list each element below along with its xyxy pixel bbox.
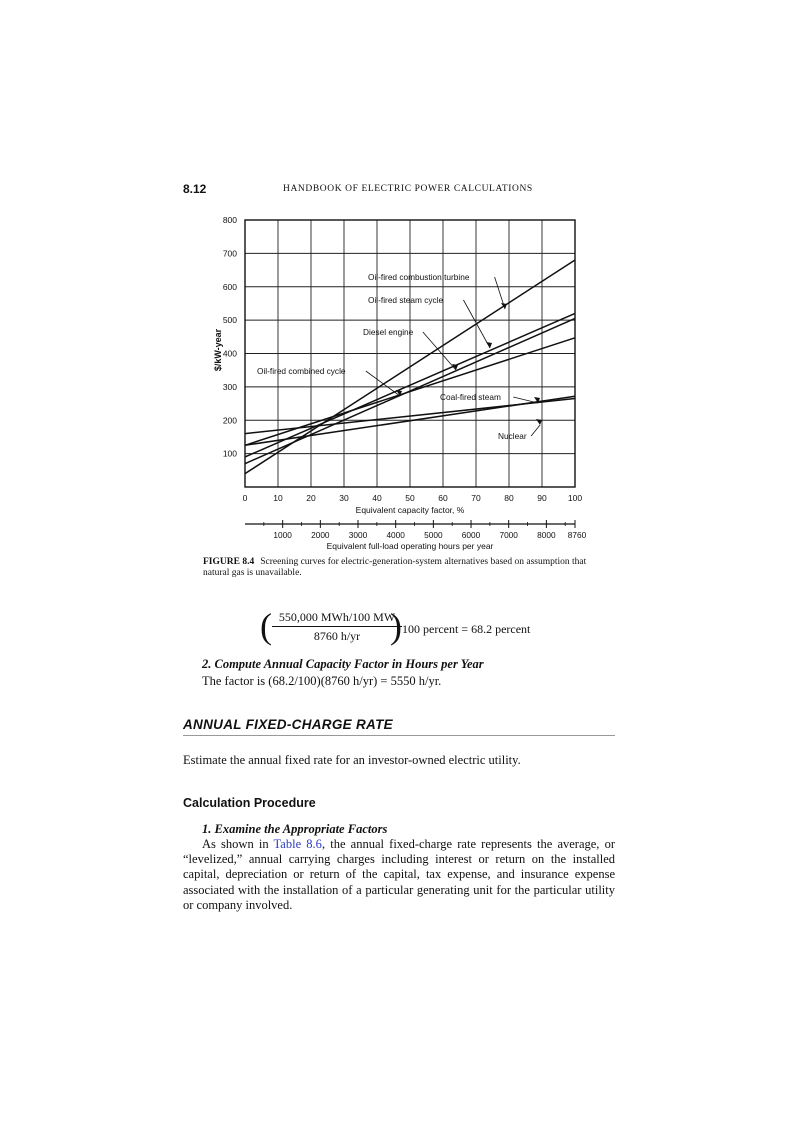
fraction-numerator: 550,000 MWh/100 MW <box>272 610 402 627</box>
series-label: Coal-fired steam <box>440 392 501 402</box>
leader-line <box>463 300 490 348</box>
y-tick-label: 400 <box>222 348 237 359</box>
x-tick-label: 50 <box>405 493 415 503</box>
x-tick-label: 30 <box>339 493 349 503</box>
leader-arrow <box>536 419 542 425</box>
right-paren: ) <box>390 606 402 646</box>
table-link[interactable]: Table 8.6 <box>273 837 322 851</box>
secondary-x-axis <box>245 520 587 540</box>
figure-caption-text: Screening curves for electric-generation-system alternatives based on assumption that natural gas is unavailable. <box>203 557 587 578</box>
leader-line <box>531 425 540 436</box>
series-label: Oil-fired combustion turbine <box>368 272 470 282</box>
section-title: ANNUAL FIXED-CHARGE RATE <box>183 717 393 732</box>
x-tick-label: 70 <box>471 493 481 503</box>
x2-axis-label: Equivalent full-load operating hours per year <box>326 541 494 551</box>
procedure-heading: Calculation Procedure <box>183 796 316 810</box>
running-head: HANDBOOK OF ELECTRIC POWER CALCULATIONS <box>283 184 533 194</box>
x-tick-label: 90 <box>537 493 547 503</box>
para-text-after: , the annual fixed-charge rate represents the average, or “levelized,” annual carrying charges including interest or return on the installed capital, depreciation or return of the capital, tax expense, and insurance expense associated with the installation of a particular generating unit for the particular utility or company involved. <box>183 837 616 912</box>
x-axis-label: Equivalent capacity factor, % <box>355 505 465 515</box>
y-tick-label: 300 <box>222 381 237 392</box>
y-tick-label: 700 <box>222 248 237 259</box>
page-number: 8.12 <box>183 182 207 196</box>
equation-result: 100 percent = 68.2 percent <box>402 622 531 636</box>
screening-curve-chart <box>200 210 600 555</box>
step1-heading: 1. Examine the Appropriate Factors <box>202 822 388 836</box>
x-tick-label: 60 <box>438 493 448 503</box>
series-label: Oil-fired combined cycle <box>257 366 346 376</box>
capacity-equation <box>260 606 580 650</box>
y-tick-label: 500 <box>222 315 237 326</box>
leader-line <box>513 397 538 403</box>
y-tick-labels <box>223 215 237 459</box>
step2-text: The factor is (68.2/100)(8760 h/yr) = 5550 h/yr. <box>202 674 442 688</box>
y-axis-label: $/kW-year <box>213 328 223 372</box>
x-tick-label: 100 <box>567 493 583 503</box>
step1-paragraph <box>183 837 615 913</box>
x2-tick-label: 2000 <box>311 530 330 540</box>
x2-tick-label: 7000 <box>499 530 518 540</box>
x2-tick-label: 4000 <box>386 530 405 540</box>
x2-tick-label: 8000 <box>537 530 556 540</box>
leader-arrow <box>486 342 492 348</box>
x2-tick-label: 6000 <box>461 530 481 540</box>
y-tick-label: 800 <box>222 215 237 225</box>
x2-tick-label: 8760 <box>567 530 587 540</box>
series-label: Nuclear <box>498 431 527 441</box>
fraction <box>272 610 402 644</box>
series-label: Diesel engine <box>363 327 414 337</box>
y-tick-label: 100 <box>222 448 237 459</box>
x-tick-label: 10 <box>273 493 283 503</box>
left-paren: ( <box>260 606 272 646</box>
x-tick-label: 80 <box>504 493 514 503</box>
x-tick-label: 0 <box>242 493 248 503</box>
figure-caption <box>203 557 598 579</box>
series-label: Oil-fired steam cycle <box>368 295 444 305</box>
x2-tick-label: 1000 <box>273 530 292 540</box>
section-rule <box>183 735 615 736</box>
x2-tick-label: 3000 <box>348 530 368 540</box>
y-tick-label: 600 <box>222 281 237 292</box>
x2-tick-label: 5000 <box>424 530 443 540</box>
x-tick-label: 40 <box>372 493 382 503</box>
step2-heading: 2. Compute Annual Capacity Factor in Hours per Year <box>202 657 484 671</box>
x-tick-labels <box>243 493 583 503</box>
para-text-before: As shown in <box>202 837 274 851</box>
fraction-denominator: 8760 h/yr <box>313 629 361 643</box>
x-tick-label: 20 <box>306 493 316 503</box>
figure-label: FIGURE 8.4 <box>203 557 255 567</box>
series-labels <box>257 272 542 441</box>
y-tick-label: 200 <box>222 415 237 426</box>
leader-line <box>423 332 456 370</box>
section-intro: Estimate the annual fixed rate for an investor-owned electric utility. <box>183 753 521 767</box>
